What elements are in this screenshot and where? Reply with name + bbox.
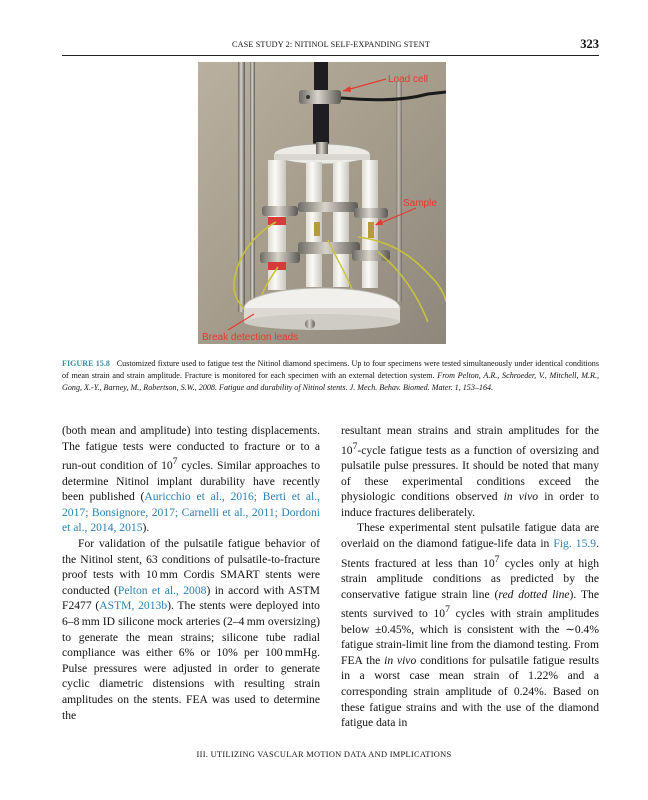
- base-bolt: [305, 319, 315, 329]
- post-center-right: [333, 162, 349, 287]
- label-load-cell: Load cell: [388, 74, 429, 85]
- body-column-left: [62, 423, 320, 723]
- clamp-upper-center: [298, 202, 358, 212]
- text-run: -cycle fatigue tests as a function of oversizing and pulsatile pulse pressures. It should be noted that many of these experimental conditions exceed the physiologic conditions observed: [341, 443, 599, 504]
- paragraph: [341, 423, 599, 520]
- exponent: 7: [172, 456, 178, 468]
- text-run: ). The stents survived to 10: [341, 587, 599, 621]
- citation-link[interactable]: ASTM, 2013b: [99, 599, 168, 613]
- paragraph: [62, 536, 320, 723]
- top-plate-edge: [274, 154, 370, 160]
- text-run: For validation of the pulsatile fatigue behavior of the Nitinol stent, 63 conditions of pulsatile-to-fracture proof tests with 10 mm Cordis SMART stents were conducted (: [62, 537, 320, 597]
- specimen-2: [368, 222, 374, 238]
- text-run: ).: [142, 521, 150, 535]
- top-bolt: [316, 142, 328, 154]
- clamp-lower-right: [352, 250, 390, 261]
- base-plate-bottom: [244, 314, 400, 330]
- label-break-leads: Break detection leads: [202, 332, 299, 343]
- text-run: ). The stents were deployed into 6–8 mm ID silicone mock arteries (2–4 mm oversizing) to generate the mean strains; silicone tube radial compliance was either 6% or 10% per 100 mmHg. Pulse pressures were adjusted in order to generate cyclic diametric distensions with resulting strain amplitudes on the stents. FEA was used to determine the: [62, 599, 320, 722]
- italic-text: red dotted line: [498, 587, 570, 601]
- text-run: in order to induce fractures deliberately.: [341, 490, 599, 519]
- drive-shaft: [314, 62, 328, 94]
- running-title: CASE STUDY 2: NITINOL SELF-EXPANDING STENT: [232, 40, 431, 49]
- page-number: 323: [580, 37, 599, 51]
- fixture-photo: [198, 62, 446, 344]
- paragraph: [62, 423, 320, 536]
- caption-text: Customized fixture used to fatigue test the Nitinol diamond specimens. Up to four specimens were tested simultaneously under identical conditions of mean strain and strain amplitude. Fracture is monitored for each specimen with an external detection system.: [62, 359, 599, 381]
- exponent: 7: [494, 553, 500, 565]
- text-run: ) in accord with ASTM F2477 (: [62, 583, 320, 613]
- upper-shaft: [313, 104, 329, 144]
- body-column-right: [341, 423, 599, 731]
- text-run: conditions for pulsatile fatigue results in a worst case mean strain of 1.22% and a corresponding strain amplitude of 0.24%. Based on these fatigue strains and with the use of the diamond fatigue data in: [341, 653, 599, 730]
- load-cell-body: [299, 90, 341, 104]
- italic-text: in vivo: [384, 653, 417, 667]
- text-run: resultant mean strains and strain amplitudes for the 10: [341, 424, 599, 457]
- header-rule: [62, 55, 599, 56]
- text-run: These experimental stent pulsatile fatigue data are overlaid on the diamond fatigue-life data in: [341, 521, 599, 551]
- citation-link[interactable]: Pelton et al., 2008: [117, 583, 207, 597]
- text-run: (both mean and amplitude) into testing displacements. The fatigue tests were conducted to fracture or to a run-out condition of 10: [62, 424, 320, 473]
- frame-rail-left: [238, 62, 245, 312]
- paragraph: [341, 520, 599, 730]
- text-run: cycles only at high strain amplitude conditions as predicted by the conservative fatigue strain line (: [341, 556, 599, 601]
- label-sample: Sample: [403, 198, 437, 209]
- clamp-lower-left: [260, 252, 300, 263]
- running-header: [62, 38, 599, 54]
- load-cell-screw: [306, 95, 310, 99]
- figure-photo: [198, 62, 446, 344]
- figure-link[interactable]: Fig. 15.9: [553, 537, 597, 551]
- italic-text: in vivo: [503, 490, 539, 504]
- red-sleeve-upper: [268, 217, 286, 225]
- specimen-1: [314, 222, 320, 236]
- exponent: 7: [352, 440, 358, 452]
- figure-label: FIGURE 15.8: [62, 359, 110, 368]
- figure-caption: [62, 358, 599, 395]
- clamp-upper-right: [354, 208, 388, 218]
- citation-link[interactable]: Auricchio et al., 2016; Berti et al., 2017; Bonsignore, 2017; Carnelli et al., 2011; Dordoni et al., 2014, 2015: [62, 490, 320, 535]
- exponent: 7: [445, 604, 450, 616]
- text-run: cycles with strain amplitudes below ±0.45%, which is consistent with the ∼0.4% fatigue strain-limit line from the diamond testing. From FEA the: [341, 607, 599, 667]
- clamp-upper-left: [262, 206, 298, 216]
- text-run: cycles. Similar approaches to determine Nitinol implant durability have recently been published (: [62, 459, 320, 504]
- caption-source: From Pelton, A.R., Schroeder, V., Mitchell, M.R., Gong, X.-Y., Barney, M., Robertson, S.W., 2008. Fatigue and durability of Nitinol stents. J. Mech. Behav. Biomed. Mater. 1, 153–164.: [62, 371, 599, 393]
- text-run: . Stents fractured at less than 10: [341, 537, 599, 570]
- running-footer: III. UTILIZING VASCULAR MOTION DATA AND IMPLICATIONS: [196, 750, 452, 759]
- frame-rail-left-inner: [250, 62, 255, 302]
